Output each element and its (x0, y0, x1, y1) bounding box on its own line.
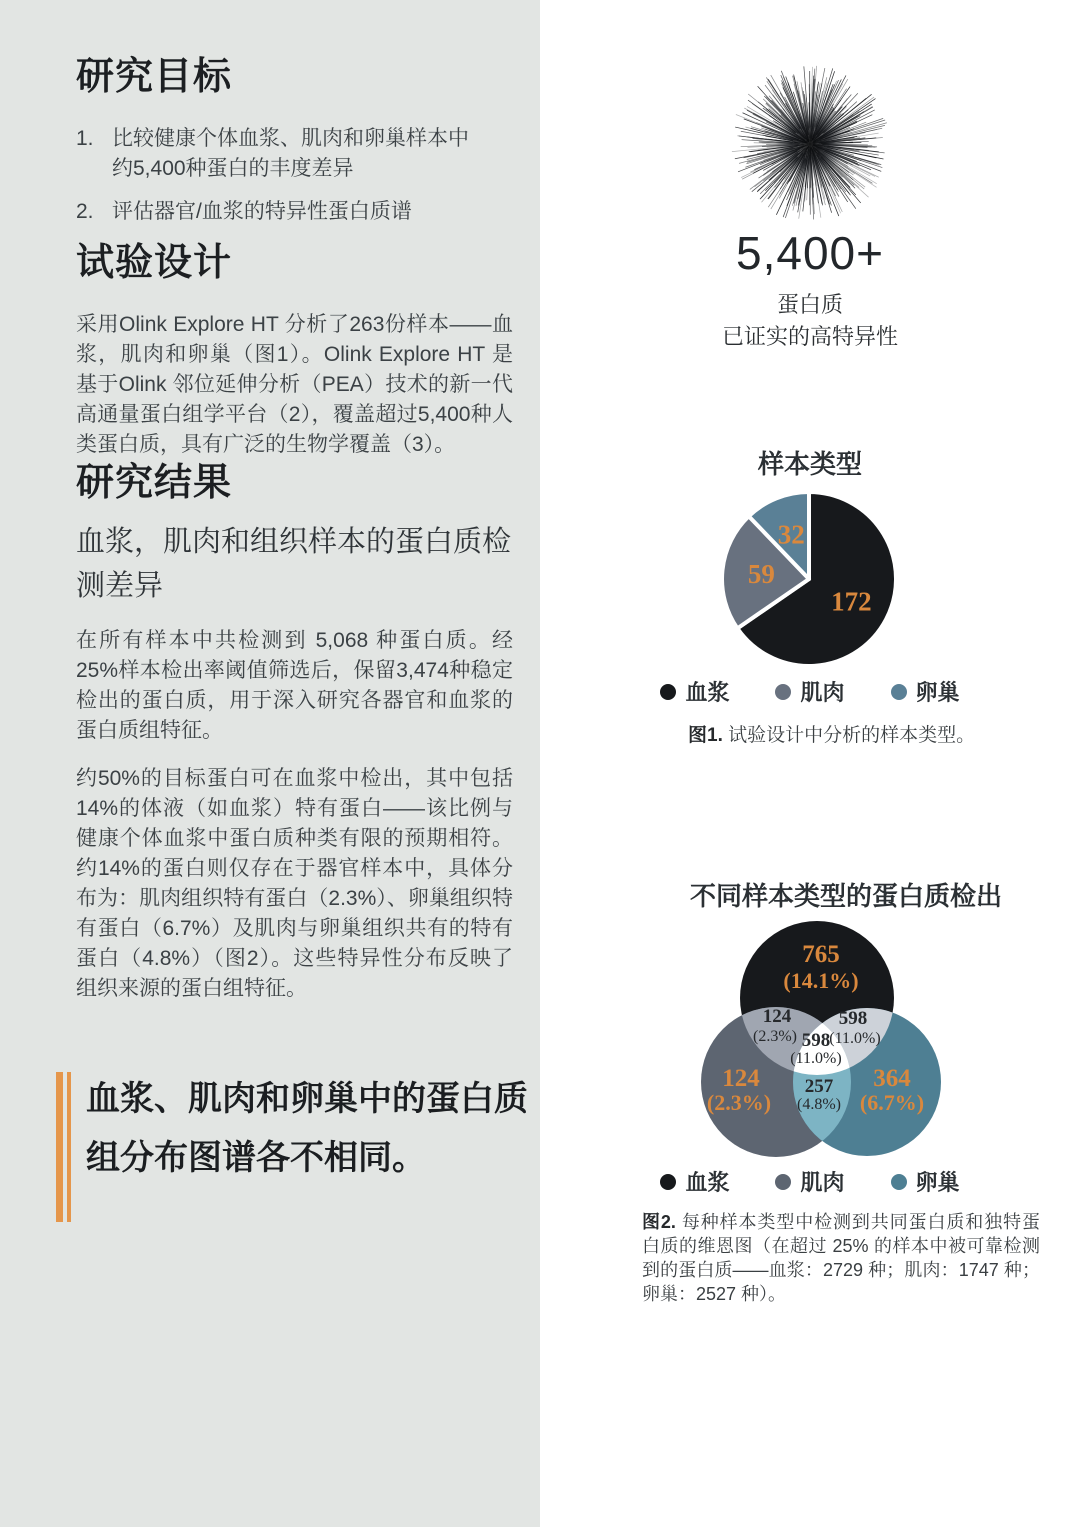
pie-value-label-肌肉: 59 (747, 559, 775, 590)
starburst-graphic (540, 62, 1080, 231)
figure2-title: 不同样本类型的蛋白质检出 (690, 881, 1003, 911)
figure1-pie-chart (695, 484, 925, 674)
legend-item-ovary (891, 1166, 960, 1197)
ovary-legend-dot (891, 1174, 907, 1190)
objectives-list (76, 124, 484, 227)
objective-text: 评估器官/血浆的特异性蛋白质谱 (112, 200, 412, 223)
pie-value-label-卵巢: 32 (777, 519, 805, 550)
venn-label-muscle-ovary-pct: (4.8%) (797, 1096, 841, 1113)
stat-label-line1: 蛋白质 (776, 292, 843, 317)
plasma-legend-dot (660, 684, 676, 700)
objective-number: 2. (76, 200, 94, 223)
pie-chart-svg (695, 484, 925, 674)
venn-label-plasma-only-value: 765 (802, 941, 840, 968)
results-subheading: 血浆，肌肉和组织样本的蛋白质检测差异 (76, 526, 512, 602)
plasma-legend-dot (660, 1174, 676, 1190)
figure2-venn-diagram (620, 915, 1000, 1165)
objective-item-1 (76, 124, 484, 184)
figure1-title: 样本类型 (757, 449, 862, 479)
ovary-legend-dot (891, 684, 907, 700)
figure2-caption-text: 每种样本类型中检测到共同蛋白质和独特蛋白质的维恩图（在超过 25% 的样本中被可靠检测到的蛋白质——血浆：2729 种；肌肉：1747 种；卵巢：2527 种）。 (642, 1212, 1040, 1304)
muscle-legend-dot (775, 1174, 791, 1190)
legend-label: 肌肉 (800, 680, 845, 705)
legend-label: 肌肉 (800, 1170, 845, 1195)
venn-label-muscle-ovary-value: 257 (804, 1076, 834, 1097)
legend-label: 血浆 (685, 680, 730, 705)
muscle-legend-dot (775, 684, 791, 700)
right-figures-column (540, 0, 1080, 1527)
objective-item-2 (76, 197, 484, 227)
objectives-heading: 研究目标 (76, 56, 233, 98)
design-paragraph: 采用Olink Explore HT 分析了263份样本——血浆，肌肉和卵巢（图1）。Olink Explore HT 是基于Olink 邻位延伸分析（PEA）技术的新一代高通量蛋白组学平台（2），覆盖超过5,400种人类蛋白质，具有广泛的生物学覆盖（3）。 (76, 313, 513, 456)
venn-label-plasma-muscle-value: 124 (762, 1006, 792, 1027)
venn-label-plasma-ovary-value: 598 (838, 1008, 868, 1029)
figure1-caption-text: 试验设计中分析的样本类型。 (728, 725, 976, 746)
venn-svg (620, 915, 1000, 1165)
legend-item-plasma (660, 676, 729, 707)
protein-count-stat: 5,400+ (736, 227, 884, 279)
venn-label-muscle-only-value: 124 (722, 1065, 760, 1092)
legend-label: 血浆 (685, 1170, 730, 1195)
figure2-caption (642, 1210, 1040, 1306)
objective-text: 比较健康个体血浆、肌肉和卵巢样本中约5,400种蛋白的丰度差异 (112, 127, 469, 180)
legend-item-ovary (891, 676, 960, 707)
starburst-icon (728, 62, 892, 226)
legend-label: 卵巢 (915, 680, 960, 705)
starburst-core (775, 109, 845, 179)
results-heading: 研究结果 (76, 462, 233, 504)
legend-label: 卵巢 (915, 1170, 960, 1195)
venn-label-plasma-only-pct: (14.1%) (783, 968, 859, 993)
figure1-caption-prefix: 图1. (688, 725, 723, 746)
venn-label-ovary-only-pct: (6.7%) (859, 1090, 925, 1115)
venn-label-center-pct: (11.0%) (790, 1050, 842, 1067)
figure1-caption (688, 723, 1048, 748)
pull-quote: 血浆、肌肉和卵巢中的蛋白质组分布图谱各不相同。 (56, 1066, 544, 1222)
results-paragraph-1: 在所有样本中共检测到 5,068 种蛋白质。经25%样本检出率阈值筛选后，保留3,474种稳定检出的蛋白质，用于深入研究各器官和血浆的蛋白质组特征。 (76, 629, 513, 742)
figure2-caption-prefix: 图2. (642, 1212, 676, 1232)
venn-label-center-value: 598 (801, 1030, 831, 1051)
figure2-legend (540, 1166, 1080, 1197)
venn-label-muscle-only-pct: (2.3%) (706, 1090, 772, 1115)
legend-item-muscle (775, 1166, 844, 1197)
pie-value-label-血浆: 172 (831, 586, 872, 617)
design-heading: 试验设计 (76, 242, 233, 284)
results-paragraph-2: 约50%的目标蛋白可在血浆中检出，其中包括14%的体液（如血浆）特有蛋白——该比例与健康个体血浆中蛋白质种类有限的预期相符。约14%的蛋白则仅存在于器官样本中，具体分布为：肌肉组织特有蛋白（2.3%）、卵巢组织特有蛋白（6.7%）及肌肉与卵巢组织共有的特有蛋白（4.8%）（图2）。这些特异性分布反映了组织来源的蛋白组特征。 (76, 767, 513, 1000)
venn-label-plasma-ovary-pct: (11.0%) (829, 1030, 881, 1047)
objective-number: 1. (76, 127, 94, 150)
venn-label-ovary-only-value: 364 (873, 1065, 911, 1092)
legend-item-muscle (775, 676, 844, 707)
venn-label-plasma-muscle-pct: (2.3%) (753, 1028, 797, 1045)
figure1-legend (540, 676, 1080, 707)
stat-label-line2: 已证实的高特异性 (721, 324, 898, 349)
legend-item-plasma (660, 1166, 729, 1197)
